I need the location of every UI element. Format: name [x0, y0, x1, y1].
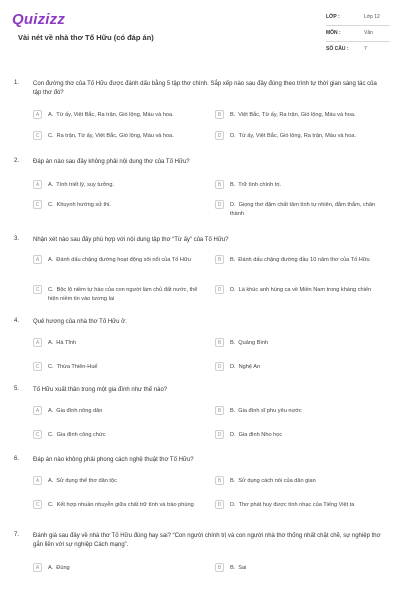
meta-row-class [326, 10, 390, 26]
meta-value: Lớp 12 [364, 14, 380, 20]
option-letter: B. [230, 182, 236, 188]
option-text [230, 111, 380, 120]
option-label: Nghệ An [238, 364, 261, 370]
option-text [48, 407, 198, 416]
option-letter: A. [48, 478, 54, 484]
option-text [230, 431, 380, 440]
option-letter: C. [48, 202, 54, 208]
option-checkbox[interactable]: A [33, 338, 42, 347]
option-label: Thơ phát huy được tính nhạc của Tiếng Việt ta [238, 502, 355, 508]
question-number: 5. [14, 386, 20, 392]
question-text: Nhận xét nào sau đây phù hợp với nội dung tập thơ “Từ ấy” của Tố Hữu? [33, 237, 229, 243]
option-label: Đánh dấu chặng đường đầu 10 năm thơ của Tố Hữu [238, 257, 370, 263]
worksheet-meta [326, 10, 390, 57]
option-checkbox[interactable]: D [215, 285, 224, 294]
question-number: 7. [14, 532, 20, 538]
option-letter: B. [230, 565, 236, 571]
option-letter: A. [48, 182, 54, 188]
option-checkbox[interactable]: A [33, 180, 42, 189]
quizizz-logo: Quizizz [12, 11, 66, 28]
option-text [48, 286, 198, 303]
question-number: 4. [14, 318, 20, 324]
meta-row-count [326, 42, 390, 57]
question-number: 2. [14, 158, 20, 164]
worksheet-title: Vài nét về nhà thơ Tố Hữu (có đáp án) [18, 33, 154, 42]
option-checkbox[interactable]: B [215, 255, 224, 264]
option-label: Bộc lộ niềm tự hào của con người làm chủ đất nước, thể hiện niềm tin vào tương lai [48, 287, 198, 302]
option-text [230, 181, 380, 190]
option-checkbox[interactable]: D [215, 430, 224, 439]
option-letter: D. [230, 202, 236, 208]
option-text [48, 477, 198, 486]
option-checkbox[interactable]: D [215, 362, 224, 371]
option-text [48, 339, 198, 348]
option-label: Sử dụng thể thơ dân tộc [56, 478, 117, 484]
option-text [230, 201, 380, 218]
option-letter: D. [230, 287, 236, 293]
option-checkbox[interactable]: B [215, 338, 224, 347]
option-checkbox[interactable]: B [215, 476, 224, 485]
option-letter: A. [48, 408, 54, 414]
option-text [230, 477, 380, 486]
option-checkbox[interactable]: D [215, 500, 224, 509]
question-text: Quê hương của nhà thơ Tố Hữu ở: [33, 319, 127, 325]
meta-row-subject [326, 26, 390, 42]
option-label: Từ ấy, Việt Bắc, Ra trận, Gió lộng, Máu và hoa. [56, 112, 174, 118]
option-label: Khuynh hướng sử thi. [56, 202, 111, 208]
option-label: Là khúc anh hùng ca về Miền Nam trong kháng chiến [238, 287, 372, 293]
question-number: 1. [14, 80, 20, 86]
meta-label: MÔN : [326, 30, 341, 36]
option-letter: B. [230, 340, 236, 346]
option-label: Sai [238, 565, 247, 571]
option-text [48, 363, 198, 372]
option-checkbox[interactable]: A [33, 406, 42, 415]
option-letter: C. [48, 364, 54, 370]
option-text [48, 132, 198, 141]
option-letter: C. [48, 432, 54, 438]
option-letter: C. [48, 133, 54, 139]
question-number: 6. [14, 456, 20, 462]
question-text: Đáp án nào không phải phong cách nghệ thuật thơ Tố Hữu? [33, 457, 194, 463]
option-checkbox[interactable]: A [33, 110, 42, 119]
option-checkbox[interactable]: B [215, 563, 224, 572]
option-text [48, 501, 198, 510]
option-label: Đúng [56, 565, 70, 571]
meta-value: 7 [364, 46, 367, 52]
option-text [230, 132, 380, 141]
question-text: Đáp án nào sau đây không phải nội dung thơ của Tố Hữu? [33, 159, 190, 165]
option-text [230, 363, 380, 372]
option-label: Thừa Thiên-Huế [56, 364, 98, 370]
worksheet-header [0, 0, 400, 68]
question-number: 3. [14, 236, 20, 242]
option-label: Gia đình sĩ phu yêu nước [238, 408, 302, 414]
option-checkbox[interactable]: B [215, 110, 224, 119]
option-letter: A. [48, 565, 54, 571]
option-text [48, 111, 198, 120]
option-text [230, 286, 380, 295]
option-text [230, 256, 380, 265]
option-letter: A. [48, 112, 54, 118]
option-checkbox[interactable]: A [33, 476, 42, 485]
option-checkbox[interactable]: D [215, 200, 224, 209]
option-label: Đánh dấu chặng đường hoạt động sôi nổi của Tố Hữu [56, 257, 191, 263]
option-text [48, 201, 198, 210]
option-checkbox[interactable]: B [215, 406, 224, 415]
option-checkbox[interactable]: D [215, 131, 224, 140]
option-letter: C. [48, 502, 54, 508]
option-label: Gia đình Nho học [238, 432, 283, 438]
option-label: Việt Bắc, Từ ấy, Ra trận, Gió lộng, Máu và hoa. [238, 112, 356, 118]
option-checkbox[interactable]: C [33, 362, 42, 371]
meta-value: Văn [364, 30, 373, 36]
option-letter: A. [48, 340, 54, 346]
option-letter: A. [48, 257, 54, 263]
option-label: Kết hợp nhuần nhuyễn giữa chất trữ tình và trào phúng [56, 502, 194, 508]
question-text: Đánh giá sau đây về nhà thơ Tố Hữu đúng hay sai? “Con người chính trị và con người nhà thơ thống nhất chặt chẽ, sự nghiệp thơ gắn liền với sự nghiệp Cách mạng”. [33, 533, 381, 548]
option-letter: B. [230, 257, 236, 263]
option-checkbox[interactable]: A [33, 255, 42, 264]
option-checkbox[interactable]: C [33, 285, 42, 294]
option-text [230, 407, 380, 416]
option-text [48, 564, 198, 573]
option-label: Sử dụng cách nói của dân gian [238, 478, 316, 484]
option-letter: C. [48, 287, 54, 293]
option-checkbox[interactable]: C [33, 200, 42, 209]
option-label: Quảng Bình [238, 340, 269, 346]
option-letter: B. [230, 478, 236, 484]
option-label: Ra trận, Từ ấy, Việt Bắc, Gió lộng, Máu và hoa. [56, 133, 174, 139]
option-checkbox[interactable]: B [215, 180, 224, 189]
option-text [230, 339, 380, 348]
option-label: Từ ấy, Việt Bắc, Gió lộng, Ra trận, Máu và hoa. [238, 133, 356, 139]
option-letter: D. [230, 432, 236, 438]
option-label: Trữ tình chính trị. [238, 182, 282, 188]
option-letter: B. [230, 408, 236, 414]
option-label: Gia đình công chức [56, 432, 106, 438]
option-letter: B. [230, 112, 236, 118]
option-text [48, 431, 198, 440]
question-text: Tố Hữu xuất thân trong một gia đình như thế nào? [33, 387, 168, 393]
option-checkbox[interactable]: A [33, 563, 42, 572]
option-text [48, 256, 198, 265]
option-label: Gia đình nông dân [56, 408, 103, 414]
question-text: Con đường thơ của Tố Hữu được đánh dấu bằng 5 tập thơ chính. Sắp xếp nào sau đây đúng theo trình tự thời gian sáng tác của tập thơ đó? [33, 81, 377, 96]
option-letter: D. [230, 502, 236, 508]
option-checkbox[interactable]: C [33, 131, 42, 140]
option-text [230, 501, 380, 510]
option-label: Tính triết lý, suy tưởng. [56, 182, 115, 188]
option-checkbox[interactable]: C [33, 430, 42, 439]
option-text [48, 181, 198, 190]
meta-label: SỐ CÂU : [326, 46, 349, 52]
option-label: Giọng thơ đậm chất tâm tình tự nhiên, đằm thắm, chân thành [230, 202, 376, 217]
meta-label: LỚP : [326, 14, 340, 20]
option-label: Hà Tĩnh [56, 340, 77, 346]
option-text [230, 564, 380, 573]
option-letter: D. [230, 133, 236, 139]
option-checkbox[interactable]: C [33, 500, 42, 509]
option-letter: D. [230, 364, 236, 370]
